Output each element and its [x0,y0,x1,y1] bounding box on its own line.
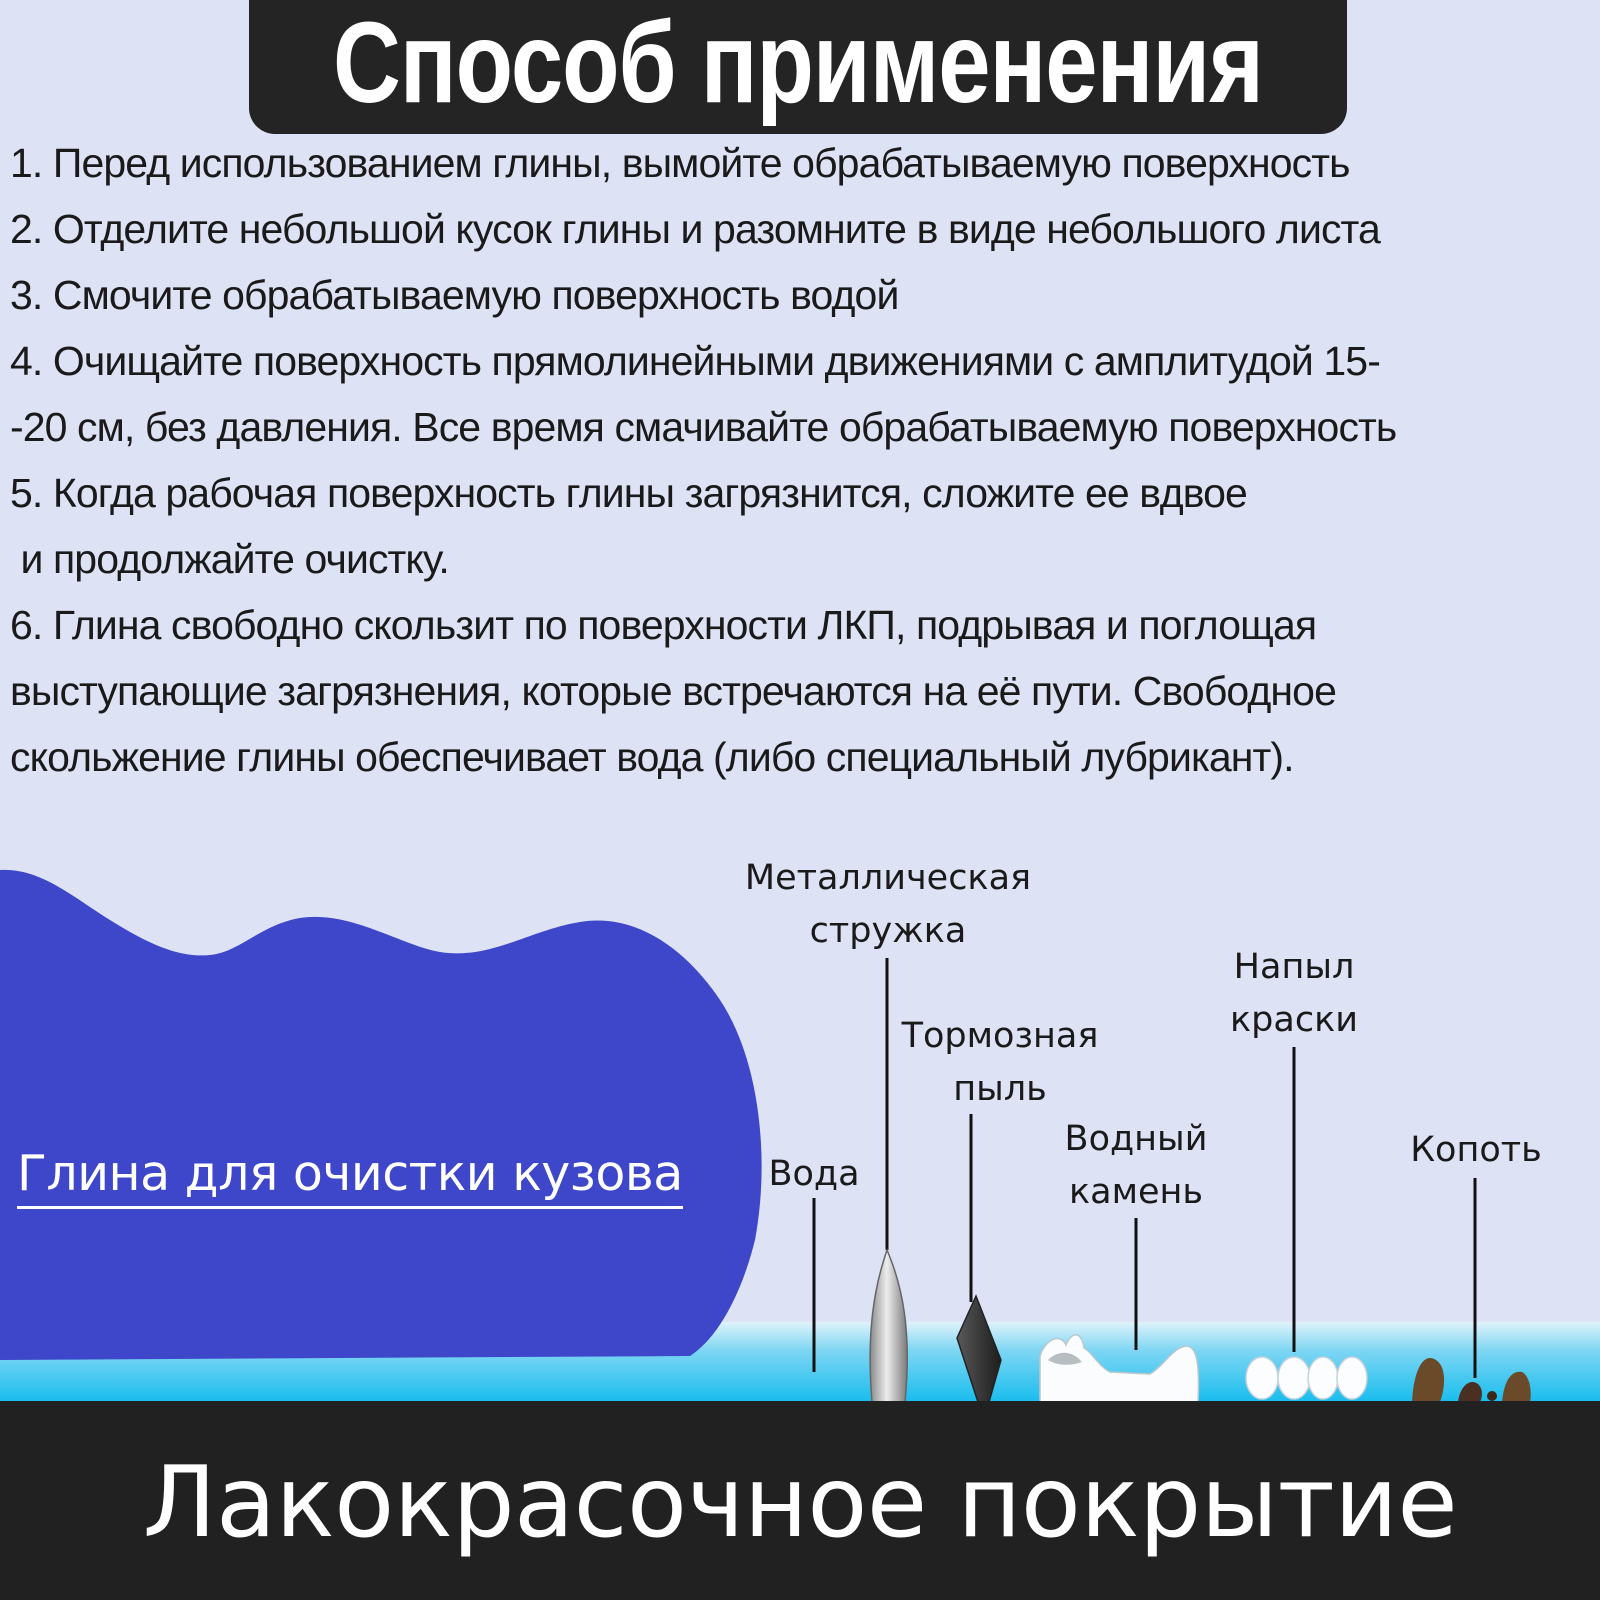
clay-label: Глина для очистки кузова [17,1142,683,1209]
instruction-line: 3. Смочите обрабатываемую поверхность водой [10,272,899,318]
overspray-droplet [1278,1357,1310,1399]
label-overspray: Напыл краски [1230,947,1358,1040]
instruction-line: выступающие загрязнения, которые встречаются на её пути. Свободное [10,668,1336,714]
instruction-line: 1. Перед использованием глины, вымойте обрабатываемую поверхность [10,140,1350,186]
instruction-line: 2. Отделите небольшой кусок глины и разомните в виде небольшого листа [10,206,1380,252]
instruction-line: и продолжайте очистку. [10,536,449,582]
instruction-line: 6. Глина свободно скользит по поверхности ЛКП, подрывая и поглощая [10,602,1317,648]
paint-surface-label: Лакокрасочное покрытие [142,1445,1458,1560]
instruction-line: 4. Очищайте поверхность прямолинейными движениями с амплитудой 15- [10,338,1380,384]
overspray-droplet [1308,1357,1338,1399]
label-brake-dust: Тормозная пыль [901,1016,1099,1109]
label-soot: Копоть [1410,1130,1542,1170]
metal-shaving-particle [870,1250,907,1402]
label-water-stone: Водный камень [1064,1119,1208,1212]
clay-bar-shape [0,870,762,1360]
instruction-line: -20 см, без давления. Все время смачивайте обрабатываемую поверхность [10,404,1397,450]
overspray-droplet [1246,1357,1278,1399]
paint-surface-bar [0,1401,1600,1600]
instruction-line: 5. Когда рабочая поверхность глины загрязнится, сложите ее вдвое [10,470,1247,516]
page-title: Способ применения [333,0,1263,127]
label-metal-shavings: Металлическая стружка [744,858,1032,951]
soot-particle [1487,1391,1497,1401]
overspray-droplet [1337,1357,1367,1399]
label-water: Вода [768,1154,860,1194]
instruction-line: скольжение глины обеспечивает вода (либо специальный лубрикант). [10,734,1294,780]
